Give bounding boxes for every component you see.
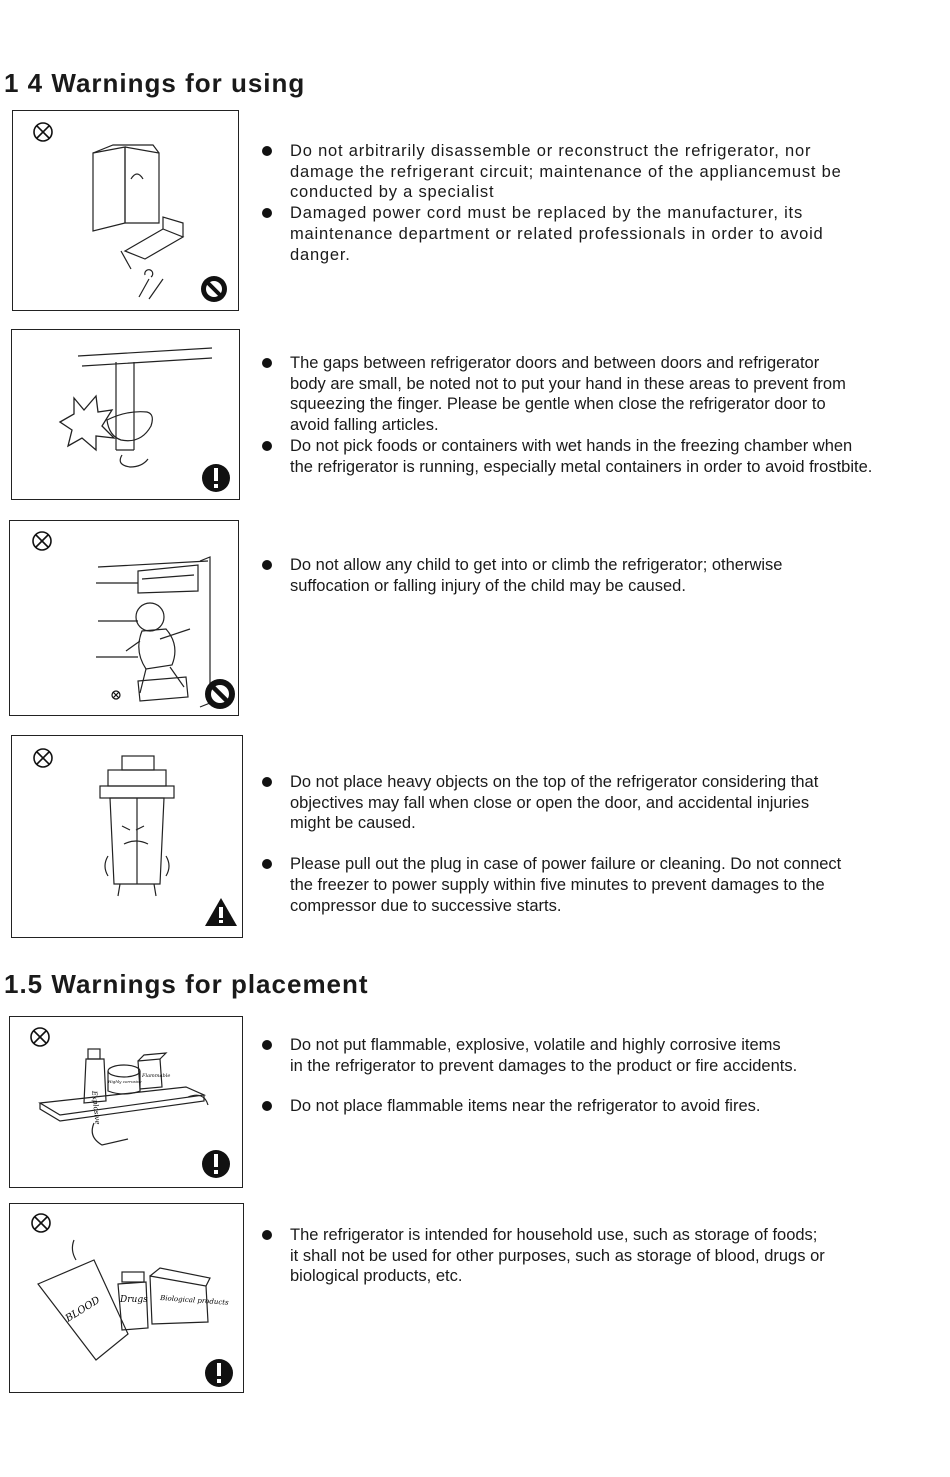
- list-item: Do not put flammable, explosive, volatile and highly corrosive items in the refrigerator to prevent damages to the product or fire accidents.: [260, 1035, 797, 1076]
- label-drugs: Drugs: [120, 1295, 148, 1305]
- list-item: Do not pick foods or containers with wet hands in the freezing chamber when the refrigerator is running, especially metal containers in order to avoid frostbite.: [260, 436, 872, 477]
- list-item: Do not place heavy objects on the top of the refrigerator considering that objectives may fall when close or open the door, and accidental injuries might be caused.: [260, 772, 841, 834]
- shelf-drawing: [40, 1049, 208, 1145]
- illustration-household-use: [9, 1203, 244, 1393]
- prohibited-icon: [205, 679, 235, 709]
- list-item: Do not arbitrarily disassemble or reconstruct the refrigerator, nor damage the refrigerant circuit; maintenance of the appliancemust be conducted by a specialist: [260, 141, 842, 203]
- label-flammable: Flammable: [142, 1073, 171, 1079]
- label-explosive: Explosive: [90, 1090, 102, 1125]
- section-title-warnings-placement: 1.5 Warnings for placement: [4, 969, 369, 999]
- list-item: The gaps between refrigerator doors and between doors and refrigerator body are small, be noted not to put your hand in these areas to prevent from squeezing the finger. Please be gentle when close the refrigerator door to avoid falling articles.: [260, 353, 872, 436]
- illustration-child: [9, 520, 239, 716]
- warning-list-heavy-objects: [260, 772, 841, 916]
- warning-list-disassemble: [260, 141, 842, 265]
- caution-exclamation-icon: [202, 1150, 230, 1178]
- caution-exclamation-icon: [202, 464, 230, 492]
- list-item: Do not allow any child to get into or climb the refrigerator; otherwise suffocation or falling injury of the child may be caused.: [260, 555, 783, 596]
- illustration-disassemble: [12, 110, 239, 311]
- crossed-circle-icon: [34, 123, 52, 141]
- warning-list-door-gaps: [260, 353, 872, 477]
- overloaded-fridge-drawing: [100, 756, 174, 896]
- list-item: Damaged power cord must be replaced by the manufacturer, its maintenance department or related professionals in order to avoid danger.: [260, 203, 842, 265]
- section-title-warnings-using: 1 4 Warnings for using: [4, 68, 306, 98]
- crossed-circle-small-icon: [112, 691, 120, 699]
- warning-list-child: [260, 555, 783, 596]
- illustration-flammable: [9, 1016, 243, 1188]
- list-item: The refrigerator is intended for household use, such as storage of foods; it shall not be used for other purposes, such as storage of blood, drugs or biological products, etc.: [260, 1225, 825, 1287]
- crossed-circle-icon: [31, 1028, 49, 1046]
- fridge-drawing: [93, 145, 183, 299]
- illustration-heavy-objects: [11, 735, 243, 938]
- list-item: Please pull out the plug in case of power failure or cleaning. Do not connect the freezer to power supply within five minutes to prevent damages to the compressor due to successive starts.: [260, 854, 841, 916]
- label-highly-corrosive: Highly corrosive: [108, 1079, 142, 1084]
- illustration-door-gaps: [11, 329, 240, 500]
- crossed-circle-icon: [32, 1214, 50, 1232]
- list-item: Do not place flammable items near the refrigerator to avoid fires.: [260, 1096, 797, 1117]
- warning-triangle-icon: [205, 898, 237, 926]
- door-hand-drawing: [60, 348, 212, 467]
- crossed-circle-icon: [33, 532, 51, 550]
- warning-list-household-use: [260, 1225, 825, 1287]
- warning-list-flammable: [260, 1035, 797, 1117]
- crossed-circle-icon: [34, 749, 52, 767]
- prohibited-icon: [201, 276, 227, 302]
- label-biological-products: Biological products: [159, 1294, 229, 1307]
- caution-exclamation-icon: [205, 1359, 233, 1387]
- label-blood: BLOOD: [63, 1294, 103, 1325]
- child-climbing-drawing: [96, 557, 210, 707]
